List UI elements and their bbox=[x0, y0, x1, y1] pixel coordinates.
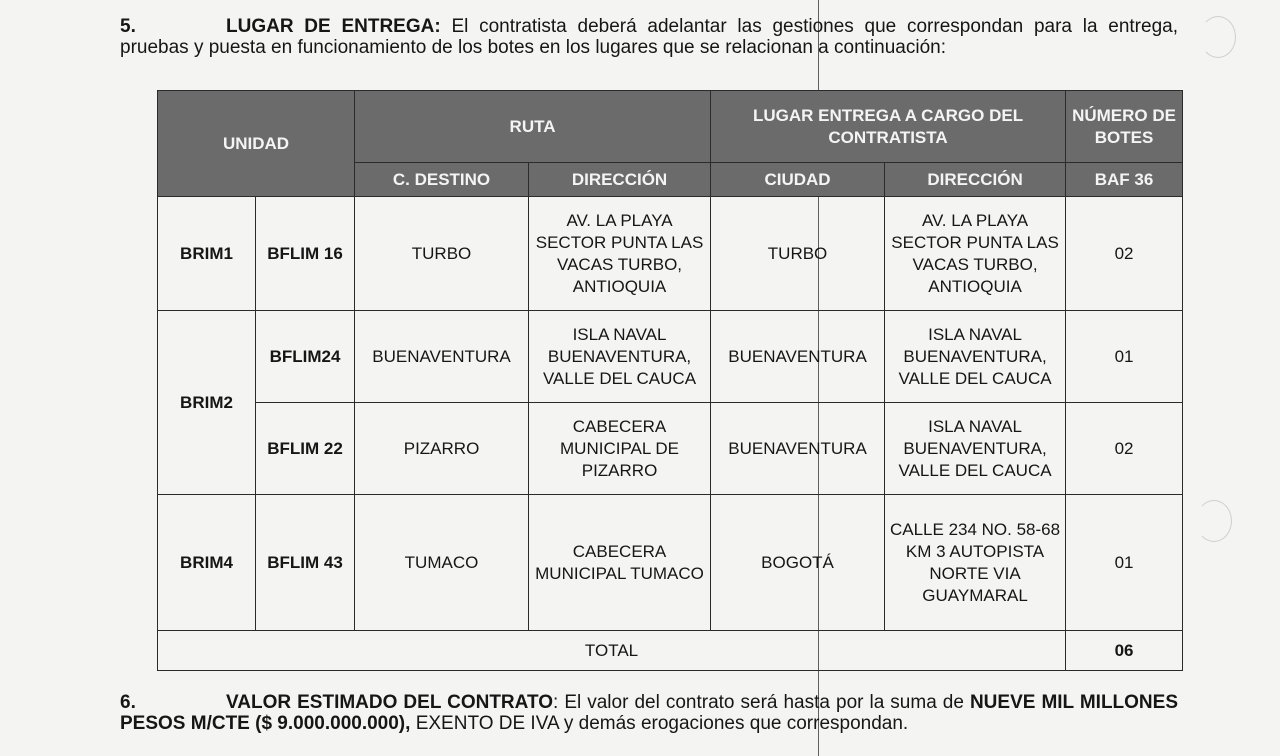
header-direccion-ruta: DIRECCIÓN bbox=[529, 163, 711, 197]
botes-cell: 01 bbox=[1066, 495, 1183, 631]
section-6-paragraph bbox=[120, 692, 1178, 734]
section-number: 5. bbox=[120, 16, 136, 37]
header-unidad: UNIDAD bbox=[158, 91, 355, 197]
dir-ruta-cell: AV. LA PLAYA SECTOR PUNTA LAS VACAS TURBO, ANTIOQUIA bbox=[529, 197, 711, 311]
header-lugar-entrega: LUGAR ENTREGA A CARGO DEL CONTRATISTA bbox=[711, 91, 1066, 163]
table-row bbox=[158, 495, 1183, 631]
section-number: 6. bbox=[120, 692, 136, 713]
section-heading: VALOR ESTIMADO DEL CONTRATO bbox=[226, 692, 554, 713]
botes-cell: 02 bbox=[1066, 403, 1183, 495]
table-row bbox=[158, 311, 1183, 403]
dir-lugar-cell: ISLA NAVAL BUENAVENTURA, VALLE DEL CAUCA bbox=[885, 403, 1066, 495]
total-row bbox=[158, 631, 1183, 671]
delivery-table bbox=[157, 90, 1183, 671]
dir-lugar-cell: CALLE 234 NO. 58-68 KM 3 AUTOPISTA NORTE VIA GUAYMARAL bbox=[885, 495, 1066, 631]
brim-cell: BRIM2 bbox=[158, 311, 256, 495]
dir-lugar-cell: AV. LA PLAYA SECTOR PUNTA LAS VACAS TURBO, ANTIOQUIA bbox=[885, 197, 1066, 311]
punch-hole-mark bbox=[1200, 16, 1236, 58]
header-baf: BAF 36 bbox=[1066, 163, 1183, 197]
unit-cell: BFLIM24 bbox=[256, 311, 355, 403]
dir-ruta-cell: CABECERA MUNICIPAL TUMACO bbox=[529, 495, 711, 631]
total-label: TOTAL bbox=[158, 631, 1066, 671]
header-c-destino: C. DESTINO bbox=[355, 163, 529, 197]
section-text: El contratista deberá adelantar las gestiones que correspondan para la entrega, pruebas y puesta en funcionamiento de los botes en los lugares que se relacionan a continuación: bbox=[120, 16, 1178, 58]
section-heading: LUGAR DE ENTREGA: bbox=[226, 16, 441, 37]
contract-amount: NUEVE MIL MILLONES PESOS M/CTE ($ 9.000.000.000), bbox=[120, 692, 1178, 734]
header-direccion-lugar: DIRECCIÓN bbox=[885, 163, 1066, 197]
ciudad-cell: TURBO bbox=[711, 197, 885, 311]
ciudad-cell: BUENAVENTURA bbox=[711, 311, 885, 403]
section-text: : El valor del contrato será hasta por la suma de bbox=[553, 692, 970, 713]
brim-cell: BRIM1 bbox=[158, 197, 256, 311]
destino-cell: PIZARRO bbox=[355, 403, 529, 495]
unit-cell: BFLIM 22 bbox=[256, 403, 355, 495]
header-numero-botes: NÚMERO DE BOTES bbox=[1066, 91, 1183, 163]
dir-lugar-cell: ISLA NAVAL BUENAVENTURA, VALLE DEL CAUCA bbox=[885, 311, 1066, 403]
destino-cell: TUMACO bbox=[355, 495, 529, 631]
ciudad-cell: BUENAVENTURA bbox=[711, 403, 885, 495]
unit-cell: BFLIM 16 bbox=[256, 197, 355, 311]
brim-cell: BRIM4 bbox=[158, 495, 256, 631]
unit-cell: BFLIM 43 bbox=[256, 495, 355, 631]
destino-cell: TURBO bbox=[355, 197, 529, 311]
section-5-paragraph bbox=[120, 16, 1178, 58]
dir-ruta-cell: ISLA NAVAL BUENAVENTURA, VALLE DEL CAUCA bbox=[529, 311, 711, 403]
header-ruta: RUTA bbox=[355, 91, 711, 163]
table-row bbox=[158, 197, 1183, 311]
destino-cell: BUENAVENTURA bbox=[355, 311, 529, 403]
total-value: 06 bbox=[1066, 631, 1183, 671]
table-row bbox=[158, 403, 1183, 495]
dir-ruta-cell: CABECERA MUNICIPAL DE PIZARRO bbox=[529, 403, 711, 495]
botes-cell: 01 bbox=[1066, 311, 1183, 403]
section-text: EXENTO DE IVA y demás erogaciones que correspondan. bbox=[410, 713, 909, 734]
punch-hole-mark bbox=[1196, 500, 1232, 542]
botes-cell: 02 bbox=[1066, 197, 1183, 311]
ciudad-cell: BOGOTÁ bbox=[711, 495, 885, 631]
header-ciudad: CIUDAD bbox=[711, 163, 885, 197]
